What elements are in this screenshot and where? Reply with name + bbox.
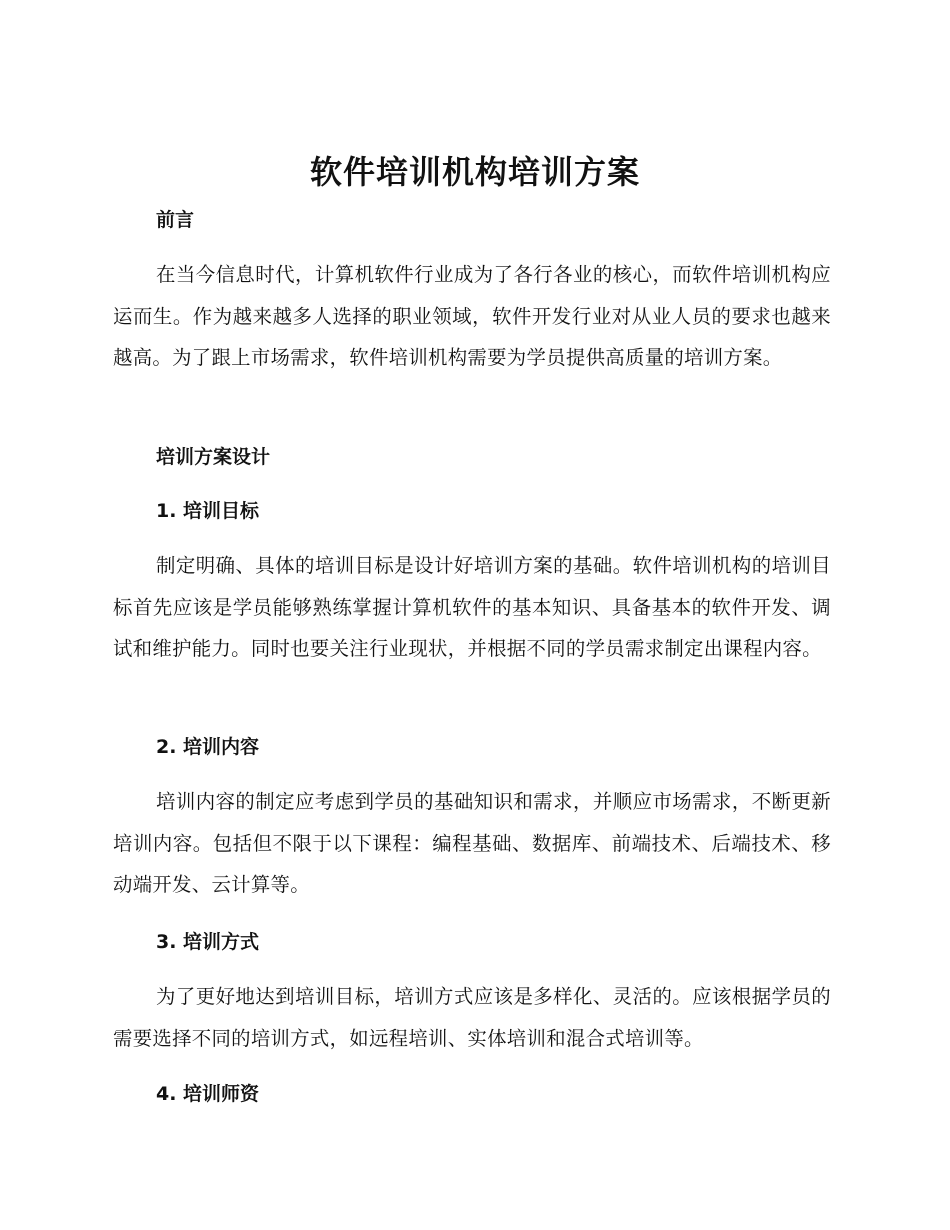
paragraph-content: 培训内容的制定应考虑到学员的基础知识和需求，并顺应市场需求，不断更新培训内容。包括但不限于以下课程：编程基础、数据库、前端技术、后端技术、移动端开发、云计算等。 <box>113 790 831 896</box>
paragraph-methods: 为了更好地达到培训目标，培训方式应该是多样化、灵活的。应该根据学员的需要选择不同的培训方式，如远程培训、实体培训和混合式培训等。 <box>113 985 831 1050</box>
section-heading-methods: 3. 培训方式 <box>156 931 260 953</box>
document-title: 软件培训机构培训方案 <box>309 153 640 191</box>
paragraph-preface: 在当今信息时代，计算机软件行业成为了各行各业的核心，而软件培训机构应运而生。作为越来越多人选择的职业领域，软件开发行业对从业人员的要求也越来越高。为了跟上市场需求，软件培训机构需要为学员提供高质量的培训方案。 <box>113 263 831 369</box>
section-heading-design: 培训方案设计 <box>156 446 271 468</box>
paragraph-goals: 制定明确、具体的培训目标是设计好培训方案的基础。软件培训机构的培训目标首先应该是学员能够熟练掌握计算机软件的基本知识、具备基本的软件开发、调试和维护能力。同时也要关注行业现状，并根据不同的学员需求制定出课程内容。 <box>113 554 831 660</box>
section-heading-content: 2. 培训内容 <box>156 736 260 758</box>
section-heading-preface: 前言 <box>156 209 195 231</box>
section-heading-goals: 1. 培训目标 <box>156 500 260 522</box>
section-heading-instructors: 4. 培训师资 <box>156 1083 260 1105</box>
